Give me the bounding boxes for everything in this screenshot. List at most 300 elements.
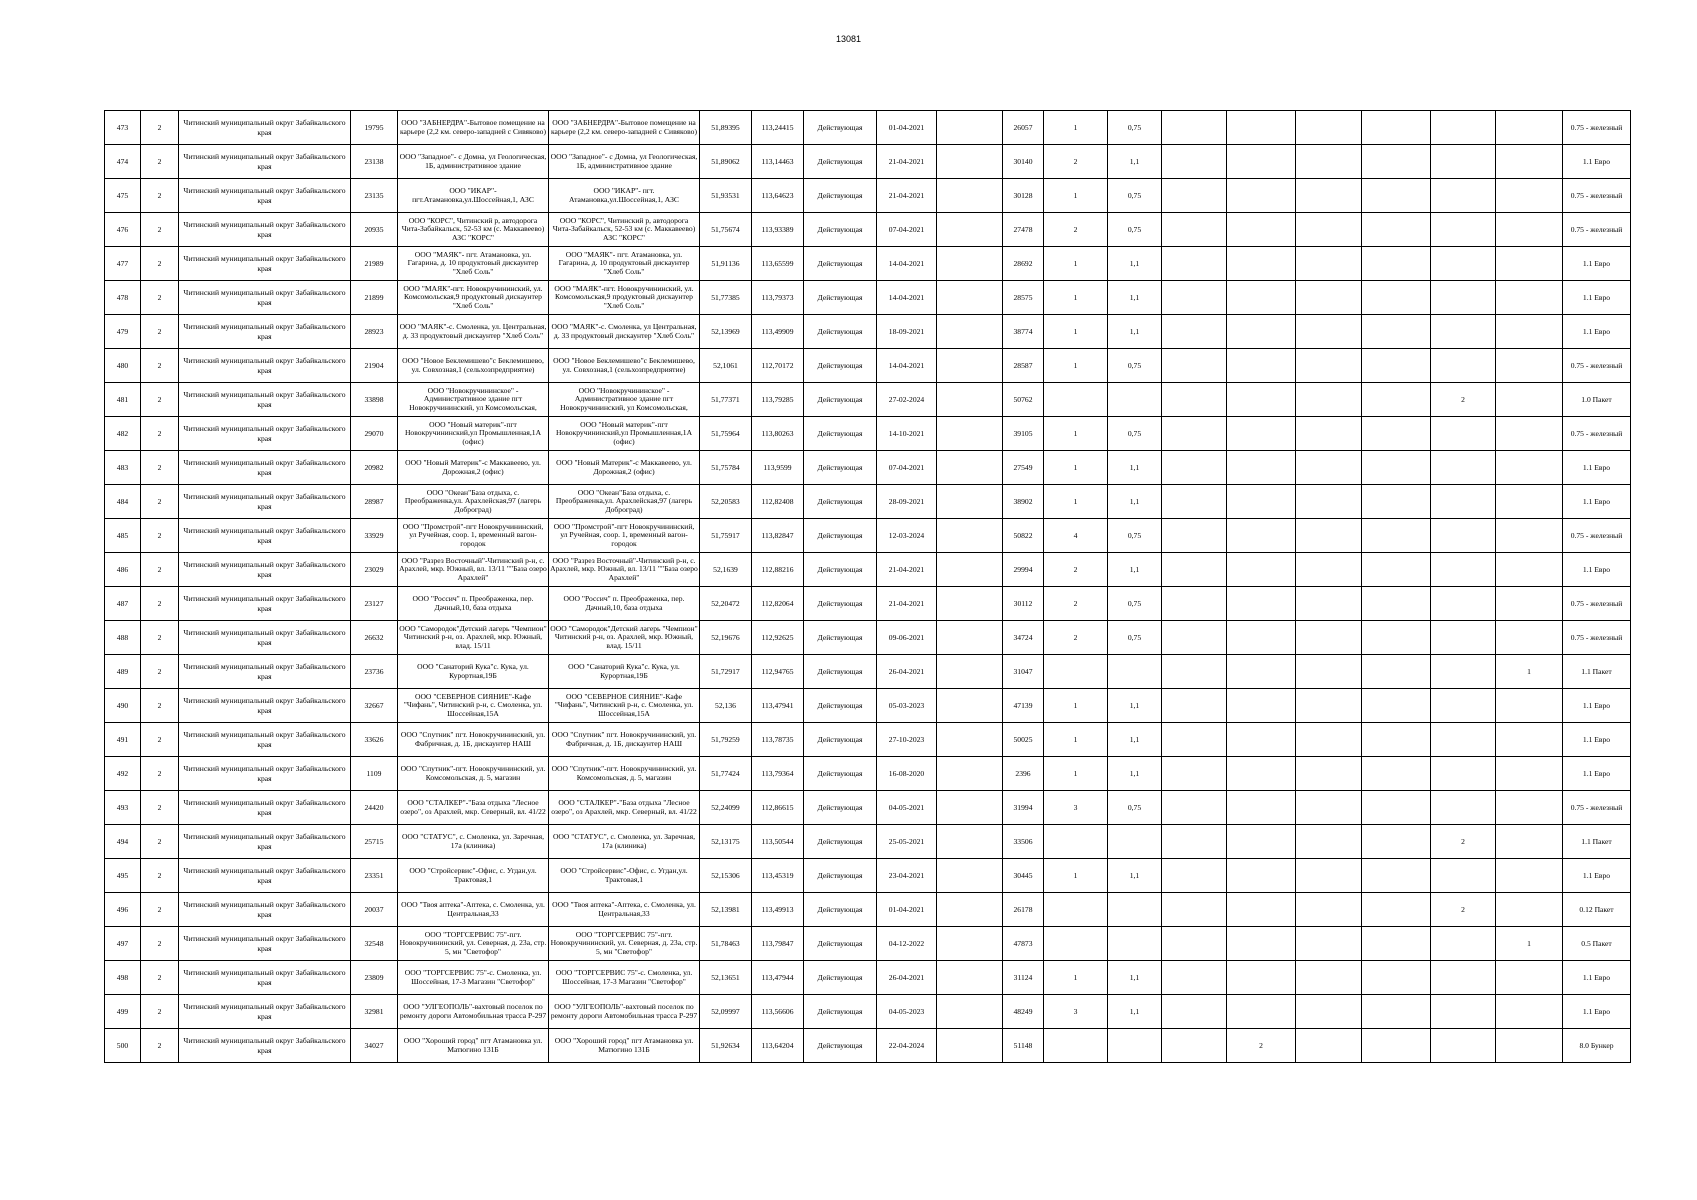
cell-text: ООО "Россич" п. Преображенка, пер. Дачный,10, база отдыха (563, 595, 685, 612)
cell-col-extra-2 (1227, 893, 1296, 927)
cell-row-number (105, 417, 141, 451)
cell-text: 113,9599 (763, 462, 792, 472)
cell-text: 52,24099 (711, 802, 740, 812)
cell-bag-count-1 (1431, 383, 1496, 417)
cell-text: 14-10-2021 (888, 428, 925, 438)
table-row (105, 417, 1631, 451)
cell-text: 04-05-2023 (888, 1006, 925, 1016)
cell-category (141, 247, 179, 281)
cell-bag-count-1 (1431, 757, 1496, 791)
cell-text: 112,70172 (761, 360, 794, 370)
cell-text: 51148 (1013, 1040, 1033, 1050)
cell-bag-count-2 (1496, 927, 1563, 961)
cell-container-type (1563, 655, 1631, 689)
cell-container-volume (1108, 621, 1162, 655)
cell-object-id (351, 723, 398, 757)
cell-status (804, 111, 877, 145)
cell-text: ООО "СТАЛКЕР"-"База отдыха "Лесное озеро", оз Арахлей, мкр. Северный, вл. 41/22 (400, 799, 546, 816)
cell-text: 51,78463 (711, 938, 740, 948)
cell-bag-count-2 (1496, 621, 1563, 655)
cell-bag-count-2 (1496, 111, 1563, 145)
cell-col-empty-1 (937, 383, 1003, 417)
cell-bag-count-1 (1431, 451, 1496, 485)
cell-text: ООО "Спутник" пгт. Новокручининский, ул. Фабричная, д. 1Б, дискаунтер НАШ (400, 731, 546, 748)
cell-date (877, 247, 937, 281)
cell-text: 478 (116, 292, 129, 302)
cell-col-extra-3 (1296, 859, 1362, 893)
cell-container-type (1563, 247, 1631, 281)
cell-bag-count-1 (1431, 859, 1496, 893)
cell-text: 1.1 Евро (1582, 734, 1611, 744)
cell-text: 112,92625 (761, 632, 794, 642)
cell-col-extra-1 (1162, 961, 1227, 995)
cell-name-address (398, 1029, 549, 1063)
cell-text: 07-04-2021 (888, 224, 925, 234)
cell-registry-number (1003, 961, 1044, 995)
cell-bag-count-1 (1431, 689, 1496, 723)
cell-bag-count-2 (1496, 213, 1563, 247)
cell-text: 14-04-2021 (888, 258, 925, 268)
cell-latitude (700, 247, 752, 281)
cell-col-extra-1 (1162, 247, 1227, 281)
cell-name-address-2 (549, 621, 700, 655)
cell-latitude (700, 927, 752, 961)
cell-container-volume (1108, 213, 1162, 247)
cell-text: Действующая (817, 734, 863, 744)
cell-name-address-2 (549, 689, 700, 723)
cell-col-extra-3 (1296, 315, 1362, 349)
cell-object-id (351, 655, 398, 689)
cell-text: Действующая (817, 530, 863, 540)
cell-col-empty-1 (937, 961, 1003, 995)
cell-name-address-2 (549, 451, 700, 485)
cell-text: Действующая (817, 258, 863, 268)
table-row (105, 349, 1631, 383)
cell-text: 490 (116, 700, 129, 710)
cell-longitude (752, 451, 804, 485)
cell-text: Читинский муниципальный округ Забайкальского края (183, 628, 346, 647)
cell-registry-number (1003, 655, 1044, 689)
cell-text: 14-04-2021 (888, 360, 925, 370)
cell-row-number (105, 451, 141, 485)
cell-text: 28587 (1013, 360, 1033, 370)
cell-name-address-2 (549, 859, 700, 893)
table-row (105, 179, 1631, 213)
cell-status (804, 417, 877, 451)
cell-bag-count-1 (1431, 553, 1496, 587)
cell-municipality (179, 961, 351, 995)
cell-longitude (752, 111, 804, 145)
cell-text: 2 (157, 802, 162, 812)
cell-text: 19795 (364, 122, 384, 132)
cell-text: ООО "УЛГЕОПОЛЬ"-вахтовый поселок по ремонту дороги Автомобильная трасса Р-297 (550, 1003, 698, 1020)
cell-text: ООО "Стройсервис"-Офис, с. Угдан,ул. Трактовая,1 (409, 867, 537, 884)
cell-category (141, 281, 179, 315)
cell-category (141, 927, 179, 961)
cell-longitude (752, 1029, 804, 1063)
cell-text: Читинский муниципальный округ Забайкальского края (183, 1002, 346, 1021)
cell-bag-count-2 (1496, 451, 1563, 485)
cell-text: 12-03-2024 (888, 530, 925, 540)
cell-longitude (752, 417, 804, 451)
cell-text: 0,75 (1127, 360, 1142, 370)
cell-text: 26-04-2021 (888, 972, 925, 982)
cell-text: 0,75 (1127, 190, 1142, 200)
cell-text: 33506 (1013, 836, 1033, 846)
cell-container-count (1044, 961, 1108, 995)
cell-text: 113,47941 (761, 700, 794, 710)
cell-text: 39105 (1013, 428, 1033, 438)
cell-longitude (752, 315, 804, 349)
cell-text: 477 (116, 258, 129, 268)
cell-col-extra-3 (1296, 655, 1362, 689)
cell-text: 52,1061 (713, 360, 738, 370)
cell-text: 113,79847 (761, 938, 794, 948)
cell-text: 0.75 - железный (1570, 428, 1623, 438)
cell-container-count (1044, 349, 1108, 383)
cell-status (804, 995, 877, 1029)
cell-text: 500 (116, 1040, 129, 1050)
cell-latitude (700, 961, 752, 995)
cell-bag-count-2 (1496, 655, 1563, 689)
cell-text: 1 (1073, 496, 1078, 506)
cell-municipality (179, 519, 351, 553)
cell-text: ООО "СТАТУС", с. Смоленка, ул. Заречная, 17а (клиника) (552, 833, 696, 850)
cell-bag-count-1 (1431, 519, 1496, 553)
cell-bag-count-2 (1496, 859, 1563, 893)
cell-municipality (179, 723, 351, 757)
cell-row-number (105, 247, 141, 281)
cell-bag-count-2 (1496, 519, 1563, 553)
cell-bag-count-2 (1496, 315, 1563, 349)
cell-object-id (351, 927, 398, 961)
cell-text: 2 (157, 632, 162, 642)
cell-name-address (398, 995, 549, 1029)
table-row (105, 825, 1631, 859)
cell-registry-number (1003, 621, 1044, 655)
cell-object-id (351, 859, 398, 893)
cell-municipality (179, 485, 351, 519)
cell-object-id (351, 417, 398, 451)
cell-row-number (105, 383, 141, 417)
cell-text: 496 (116, 904, 129, 914)
cell-bag-count-1 (1431, 1029, 1496, 1063)
cell-row-number (105, 519, 141, 553)
cell-text: 50762 (1013, 394, 1033, 404)
cell-col-empty-1 (937, 281, 1003, 315)
cell-text: 2 (157, 224, 162, 234)
cell-text: 113,56606 (761, 1006, 794, 1016)
table-row (105, 927, 1631, 961)
cell-status (804, 859, 877, 893)
cell-status (804, 621, 877, 655)
cell-text: 18-09-2021 (888, 326, 925, 336)
cell-text: 23351 (364, 870, 384, 880)
cell-category (141, 349, 179, 383)
cell-text: 2 (157, 496, 162, 506)
cell-container-count (1044, 281, 1108, 315)
cell-date (877, 417, 937, 451)
cell-registry-number (1003, 927, 1044, 961)
cell-col-extra-1 (1162, 587, 1227, 621)
registry-table (104, 110, 1631, 1063)
cell-container-volume (1108, 485, 1162, 519)
cell-text: 2 (157, 904, 162, 914)
cell-latitude (700, 825, 752, 859)
cell-category (141, 417, 179, 451)
cell-text: 1 (1073, 122, 1078, 132)
cell-col-extra-3 (1296, 893, 1362, 927)
cell-name-address-2 (549, 825, 700, 859)
cell-container-count (1044, 553, 1108, 587)
cell-text: 26-04-2021 (888, 666, 925, 676)
cell-text: 1,1 (1129, 972, 1140, 982)
cell-text: 2 (157, 360, 162, 370)
cell-text: 113,50544 (761, 836, 794, 846)
cell-text: 28987 (364, 496, 384, 506)
cell-longitude (752, 723, 804, 757)
cell-status (804, 451, 877, 485)
cell-col-extra-4 (1362, 995, 1431, 1029)
cell-col-empty-1 (937, 519, 1003, 553)
cell-col-extra-3 (1296, 689, 1362, 723)
cell-col-empty-1 (937, 111, 1003, 145)
cell-text: Читинский муниципальный округ Забайкальского края (183, 594, 346, 613)
cell-text: 51,75784 (711, 462, 740, 472)
cell-text: 1.1 Евро (1582, 292, 1611, 302)
cell-text: 492 (116, 768, 129, 778)
cell-text: Действующая (817, 224, 863, 234)
cell-name-address (398, 825, 549, 859)
cell-container-type (1563, 451, 1631, 485)
cell-text: 48249 (1013, 1006, 1033, 1016)
cell-col-empty-1 (937, 1029, 1003, 1063)
cell-container-count (1044, 723, 1108, 757)
cell-col-extra-1 (1162, 145, 1227, 179)
cell-registry-number (1003, 247, 1044, 281)
cell-text: 27549 (1013, 462, 1033, 472)
cell-text: 2 (1461, 394, 1465, 404)
cell-name-address (398, 383, 549, 417)
cell-bag-count-2 (1496, 281, 1563, 315)
cell-text: Действующая (817, 768, 863, 778)
cell-text: 2 (157, 530, 162, 540)
cell-text: ООО "ЗАБНЕРДРА"-Бытовое помещение на карьере (2,2 км. северо-западней с Сивяково) (399, 119, 547, 136)
cell-longitude (752, 689, 804, 723)
cell-latitude (700, 859, 752, 893)
cell-bag-count-2 (1496, 587, 1563, 621)
cell-latitude (700, 451, 752, 485)
cell-text: 3 (1073, 1006, 1078, 1016)
cell-text: Читинский муниципальный округ Забайкальского края (183, 288, 346, 307)
cell-text: 2 (157, 1040, 162, 1050)
cell-container-count (1044, 179, 1108, 213)
cell-col-extra-1 (1162, 451, 1227, 485)
cell-registry-number (1003, 213, 1044, 247)
table-row (105, 1029, 1631, 1063)
cell-text: 1.1 Пакет (1581, 666, 1612, 676)
cell-bag-count-2 (1496, 689, 1563, 723)
cell-text: ООО "Новое Беклемишево"с Беклемишево, ул. Совхозная,1 (сельхозпредприятие) (553, 357, 695, 374)
cell-container-type (1563, 995, 1631, 1029)
cell-municipality (179, 995, 351, 1029)
cell-container-count (1044, 1029, 1108, 1063)
cell-text: ООО "Разрез Восточный"-Читинский р-н, с. Арахлей, мкр. Южный, вл. 13/11 ""База озеро Арахлей" (399, 556, 547, 582)
cell-latitude (700, 723, 752, 757)
cell-date (877, 485, 937, 519)
cell-row-number (105, 655, 141, 689)
cell-text: 2 (157, 734, 162, 744)
cell-name-address-2 (549, 723, 700, 757)
cell-longitude (752, 519, 804, 553)
cell-date (877, 1029, 937, 1063)
cell-registry-number (1003, 485, 1044, 519)
cell-text: 32981 (364, 1006, 384, 1016)
cell-text: 1,1 (1129, 292, 1140, 302)
cell-bag-count-1 (1431, 247, 1496, 281)
cell-text: Читинский муниципальный округ Забайкальского края (183, 934, 346, 953)
cell-col-extra-2 (1227, 723, 1296, 757)
cell-text: 51,93531 (711, 190, 740, 200)
cell-text: Действующая (817, 326, 863, 336)
cell-text: 0,75 (1127, 224, 1142, 234)
cell-text: 2 (1073, 224, 1078, 234)
cell-text: Читинский муниципальный округ Забайкальского края (183, 118, 346, 137)
cell-text: 0.75 - железный (1570, 598, 1623, 608)
cell-text: 1.1 Евро (1582, 564, 1611, 574)
cell-col-empty-1 (937, 791, 1003, 825)
cell-col-extra-2 (1227, 213, 1296, 247)
cell-text: 0.75 - железный (1570, 122, 1623, 132)
cell-text: Читинский муниципальный округ Забайкальского края (183, 900, 346, 919)
cell-category (141, 485, 179, 519)
cell-longitude (752, 927, 804, 961)
cell-text: 0,75 (1127, 632, 1142, 642)
cell-object-id (351, 485, 398, 519)
cell-container-type (1563, 179, 1631, 213)
cell-text: 21-04-2021 (888, 190, 925, 200)
cell-col-empty-1 (937, 825, 1003, 859)
cell-status (804, 825, 877, 859)
cell-text: 2 (157, 938, 162, 948)
cell-col-empty-1 (937, 587, 1003, 621)
cell-text: Действующая (817, 462, 863, 472)
cell-date (877, 111, 937, 145)
cell-col-empty-1 (937, 655, 1003, 689)
cell-text: 21899 (364, 292, 384, 302)
cell-latitude (700, 417, 752, 451)
cell-bag-count-1 (1431, 621, 1496, 655)
cell-col-extra-1 (1162, 553, 1227, 587)
cell-registry-number (1003, 145, 1044, 179)
cell-container-type (1563, 621, 1631, 655)
cell-col-extra-3 (1296, 553, 1362, 587)
cell-date (877, 961, 937, 995)
cell-text: 21-04-2021 (888, 564, 925, 574)
cell-text: 27478 (1013, 224, 1033, 234)
cell-bag-count-1 (1431, 723, 1496, 757)
cell-object-id (351, 111, 398, 145)
cell-municipality (179, 383, 351, 417)
cell-municipality (179, 247, 351, 281)
cell-col-extra-2 (1227, 349, 1296, 383)
cell-date (877, 927, 937, 961)
cell-col-extra-3 (1296, 519, 1362, 553)
cell-status (804, 553, 877, 587)
cell-text: 51,72917 (711, 666, 740, 676)
cell-text: ООО "УЛГЕОПОЛЬ"-вахтовый поселок по ремонту дороги Автомобильная трасса Р-297 (399, 1003, 547, 1020)
cell-text: Действующая (817, 666, 863, 676)
cell-container-volume (1108, 179, 1162, 213)
cell-text: 3 (1073, 802, 1078, 812)
cell-col-empty-1 (937, 315, 1003, 349)
cell-text: 1,1 (1129, 462, 1140, 472)
cell-text: 495 (116, 870, 129, 880)
cell-bag-count-2 (1496, 757, 1563, 791)
cell-row-number (105, 1029, 141, 1063)
cell-text: Действующая (817, 564, 863, 574)
cell-container-volume (1108, 995, 1162, 1029)
cell-latitude (700, 179, 752, 213)
cell-category (141, 145, 179, 179)
cell-text: ООО "Твоя аптека"-Аптека, с. Смоленка, ул. Центральная,33 (552, 901, 696, 918)
cell-status (804, 927, 877, 961)
cell-col-extra-1 (1162, 1029, 1227, 1063)
cell-status (804, 179, 877, 213)
cell-object-id (351, 1029, 398, 1063)
cell-container-count (1044, 587, 1108, 621)
cell-text: 07-04-2021 (888, 462, 925, 472)
cell-text: Действующая (817, 156, 863, 166)
cell-date (877, 519, 937, 553)
cell-date (877, 791, 937, 825)
cell-container-type (1563, 587, 1631, 621)
cell-text: 112,86615 (761, 802, 794, 812)
cell-longitude (752, 825, 804, 859)
cell-col-empty-1 (937, 859, 1003, 893)
cell-category (141, 689, 179, 723)
cell-longitude (752, 655, 804, 689)
cell-bag-count-1 (1431, 961, 1496, 995)
cell-col-extra-1 (1162, 927, 1227, 961)
cell-text: 28692 (1013, 258, 1033, 268)
cell-text: Действующая (817, 360, 863, 370)
cell-text: 0.75 - железный (1570, 802, 1623, 812)
cell-text: Читинский муниципальный округ Забайкальского края (183, 492, 346, 511)
cell-text: 25715 (364, 836, 384, 846)
cell-text: Действующая (817, 904, 863, 914)
cell-container-volume (1108, 655, 1162, 689)
cell-row-number (105, 349, 141, 383)
cell-text: Действующая (817, 938, 863, 948)
cell-text: 52,13651 (711, 972, 740, 982)
cell-municipality (179, 281, 351, 315)
cell-bag-count-2 (1496, 825, 1563, 859)
cell-col-extra-2 (1227, 791, 1296, 825)
cell-municipality (179, 145, 351, 179)
cell-status (804, 213, 877, 247)
cell-object-id (351, 791, 398, 825)
cell-container-volume (1108, 893, 1162, 927)
cell-text: ООО "ИКАР"- пгт. Атамановка,ул.Шоссейная,1, АЗС (569, 187, 679, 204)
cell-bag-count-2 (1496, 893, 1563, 927)
cell-col-extra-3 (1296, 485, 1362, 519)
table-row (105, 111, 1631, 145)
cell-container-volume (1108, 859, 1162, 893)
cell-text: Читинский муниципальный округ Забайкальского края (183, 662, 346, 681)
cell-text: 0.75 - железный (1570, 190, 1623, 200)
cell-col-extra-4 (1362, 179, 1431, 213)
